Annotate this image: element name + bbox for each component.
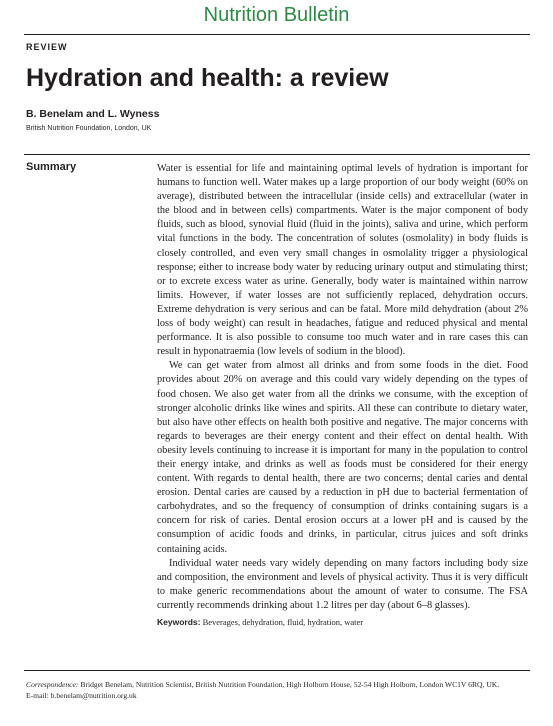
- header-rule: [24, 34, 530, 35]
- abstract-paragraph: Individual water needs vary widely depending on many factors including body size and composition, the environment and levels of physical activity. Thus it is very difficult to make generic recommendations about the amount of water to consume. The FSA currently recommends drinking about 1.2 litres per day (about 6–8 glasses).: [157, 557, 528, 611]
- author-affiliation: British Nutrition Foundation, London, UK: [26, 125, 152, 132]
- correspondence-label: Correspondence:: [26, 680, 79, 689]
- abstract-body: [157, 162, 528, 629]
- author-list: B. Benelam and L. Wyness: [26, 108, 160, 120]
- correspondence-email: E-mail: b.benelam@nutrition.org.uk: [26, 690, 137, 700]
- keywords-label: Keywords:: [157, 617, 201, 627]
- article-title: Hydration and health: a review: [26, 64, 389, 92]
- journal-name-first: Nutrition: [203, 4, 279, 26]
- keywords-list: Beverages, dehydration, fluid, hydration, water: [202, 617, 364, 627]
- keywords: [157, 615, 528, 629]
- journal-name-second: Bulletin: [283, 4, 350, 26]
- article-type-label: REVIEW: [26, 42, 68, 52]
- journal-name: [0, 4, 553, 27]
- abstract-paragraph: Water is essential for life and maintaining optimal levels of hydration is important for humans to function well. Water makes up a large proportion of our body weight (60% on average), distributed between the intracellular (inside cells) and extracellular (water in the blood and in between cells) compartments. Water is the major component of body fluids, such as blood, synovial fluid (fluid in the joints), saliva and urine, which perform vital functions in the body. The concentration of solutes (osmolality) in body fluids is closely controlled, and even very small changes in osmolality trigger a physiological response; either to increase body water by reducing urinary output and stimulating thirst; or to excrete excess water as urine. Generally, body water is maintained within narrow limits. However, if water losses are not sufficiently replaced, dehydration occurs. Extreme dehydration is very serious and can be fatal. More mild dehydration (about 2% loss of body weight) can result in headaches, fatigue and reduced physical and mental performance. It is also possible to consume too much water and in rare cases this can result in hyponatraemia (low levels of sodium in the blood).: [157, 163, 528, 358]
- summary-rule: [24, 154, 530, 155]
- abstract-paragraph: We can get water from almost all drinks and from some foods in the diet. Food provides about 20% on average and this could vary widely depending on the types of food chosen. We also get water from all the drinks we consume, with the exception of stronger alcoholic drinks like wines and spirits. All these can contribute to dietary water, but also have other effects on health both positive and negative. The major concerns with regards to beverages are their energy content and their effect on dental health. With obesity levels continuing to increase it is important for many in the population to control their energy intake, and drinks as well as foods must be considered for their energy content. With regards to dental health, there are two concerns; dental caries and dental erosion. Dental caries are caused by a reduction in pH due to bacterial fermentation of carbohydrates, and so the frequency of consumption of drinks containing sugars is a concern for risk of caries. Dental erosion occurs at a lower pH and is caused by the consumption of acidic foods and drinks, in particular, citrus juices and soft drinks containing acids.: [157, 360, 528, 555]
- summary-heading: Summary: [26, 161, 77, 173]
- correspondence-address: Bridget Benelam, Nutrition Scientist, British Nutrition Foundation, High Holborn House, 52-54 High Holborn, London WC1V 6RQ, UK.: [80, 680, 500, 689]
- footer-rule: [24, 670, 530, 671]
- correspondence-note: [26, 680, 526, 701]
